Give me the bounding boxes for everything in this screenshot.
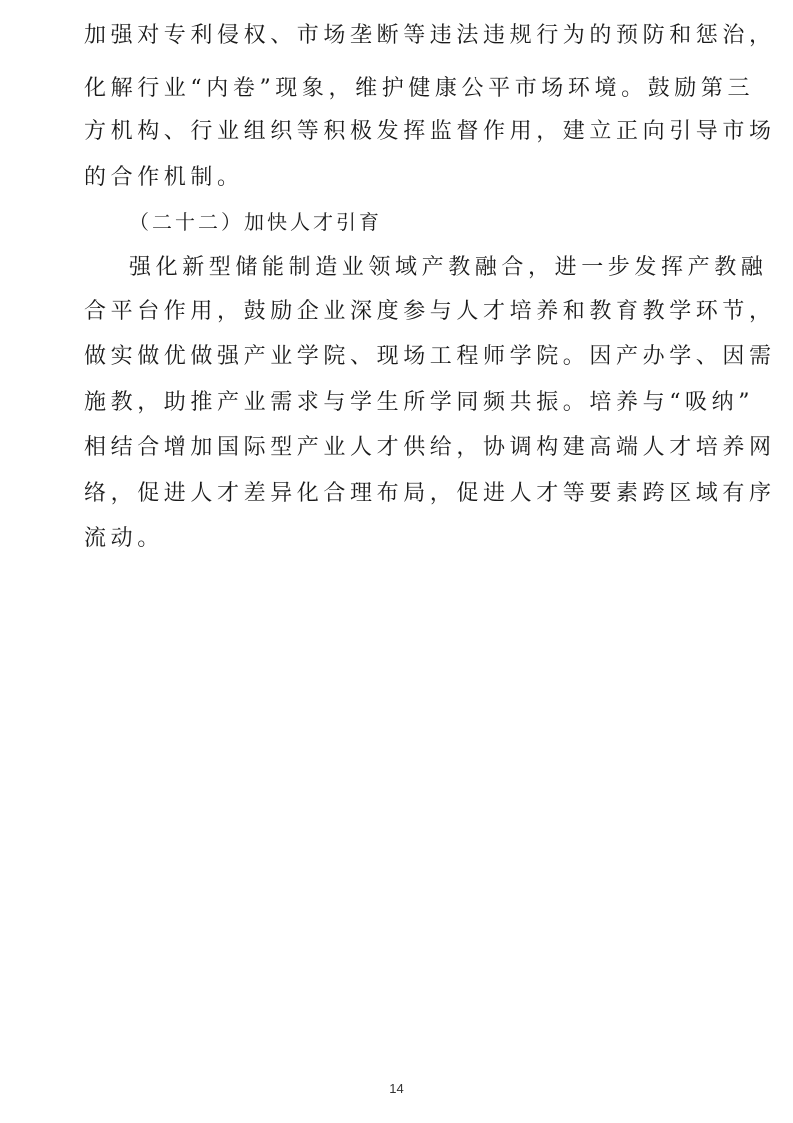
paragraph-line: 强化新型储能制造业领域产教融合，进一步发挥产教融: [129, 255, 768, 280]
paragraph-line: 相结合增加国际型产业人才供给，协调构建高端人才培养网: [84, 435, 776, 460]
paragraph-line: 络，促进人才差异化合理布局，促进人才等要素跨区域有序: [84, 481, 776, 506]
paragraph-line: 方机构、行业组织等积极发挥监督作用，建立正向引导市场: [84, 119, 776, 144]
section-heading: （二十二）加快人才引育: [129, 210, 382, 234]
paragraph-line: 做实做优做强产业学院、现场工程师学院。因产办学、因需: [84, 344, 776, 369]
paragraph-line: 加强对专利侵权、市场垄断等违法违规行为的预防和惩治，: [84, 23, 776, 48]
paragraph-line: 化解行业“内卷”现象，维护健康公平市场环境。鼓励第三: [84, 76, 755, 101]
page-number: 14: [389, 1081, 404, 1096]
paragraph-line: 合平台作用，鼓励企业深度参与人才培养和教育教学环节，: [84, 299, 776, 324]
paragraph-line: 施教，助推产业需求与学生所学同频共振。培养与“吸纳”: [84, 390, 755, 415]
paragraph-line: 的合作机制。: [84, 165, 244, 190]
paragraph-line: 流动。: [84, 526, 164, 551]
